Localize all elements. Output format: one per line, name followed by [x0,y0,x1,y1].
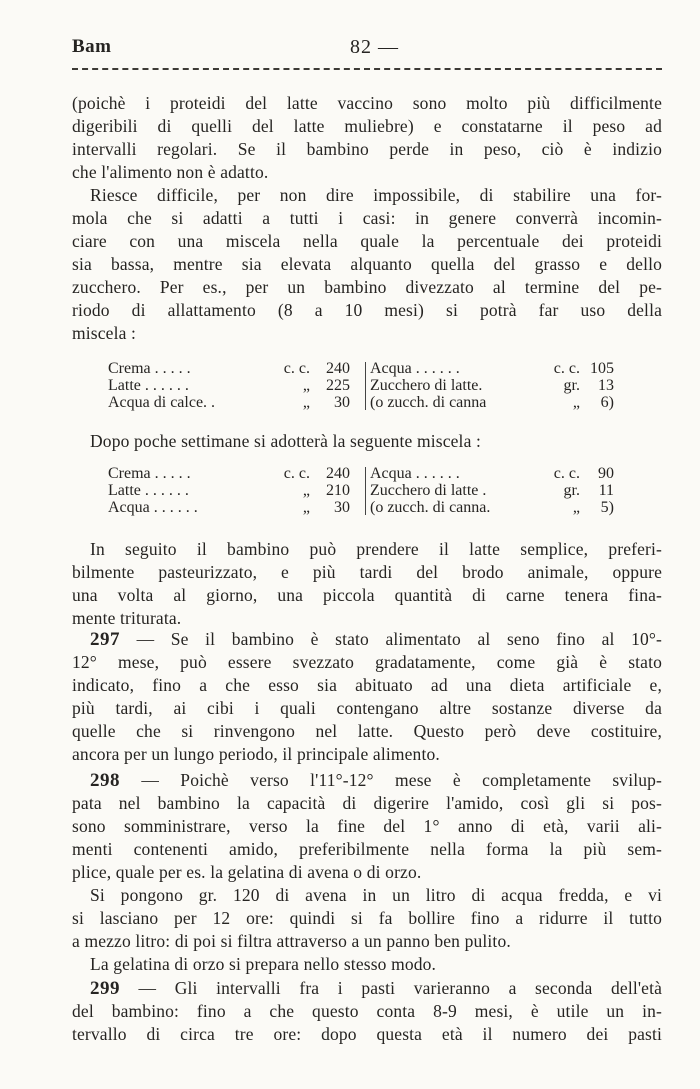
text-line: Riesce difficile, per non dire impossibile, di stabilire una for- [90,185,662,205]
ingredient-name: Zucchero di latte . [370,482,487,499]
paragraph-formula [72,184,662,345]
text-line: (poichè i proteidi del latte vaccino sono molto più difficilmente [72,93,662,113]
ingredient-name: Latte . . . . . . [108,482,189,499]
text-line: tervallo di circa tre ore: dopo questa età il numero dei pasti [72,1024,662,1044]
recipe-right-column [370,360,638,411]
ingredient-name: Latte . . . . . . [108,377,189,394]
ingredient-unit: c. c. [283,360,310,377]
ingredient-unit: gr. [563,377,580,394]
column-divider [365,467,366,515]
text-line: 298 — Poichè verso l'11°-12° mese è completamente svilup- [90,770,662,791]
ingredient-qty: 240 [326,360,350,377]
text-line: 297 — Se il bambino è stato alimentato al seno fino al 10°- [90,629,662,650]
ingredient-name: Crema . . . . . [108,465,191,482]
ingredient-unit: „ [302,377,310,394]
ingredient-qty: 5) [600,499,614,516]
ingredient-qty: 90 [598,465,614,482]
column-divider [365,362,366,410]
section-297 [72,628,662,766]
text-line: Si pongono gr. 120 di avena in un litro di acqua fredda, e vi [90,885,662,905]
recipe-row [108,482,362,499]
text-line: si lasciano per 12 ore: quindi si fa bollire fino a ridurre il tutto [72,908,662,928]
ingredient-name: Acqua . . . . . . [370,360,460,377]
ingredient-qty: 210 [326,482,350,499]
text-line: riodo di allattamento (8 a 10 mesi) si potrà far uso della [72,300,662,320]
ingredient-qty: 105 [590,360,614,377]
text-line: bilmente pasteurizzato, e più tardi del brodo animale, oppure [72,562,662,582]
text-line: pata nel bambino la capacità di digerire l'amido, così gli si pos- [72,793,662,813]
recipe-row [370,394,638,411]
recipe-row [370,499,638,516]
recipe-left-column [108,360,362,411]
text-line: La gelatina di orzo si prepara nello stesso modo. [90,954,437,974]
recipe-row [108,465,362,482]
text-line: menti contenenti amido, preferibilmente nella forma la più sem- [72,839,662,859]
ingredient-unit: „ [302,394,310,411]
header-rule [72,68,662,70]
text-line: sono somministrare, verso la fine del 1° anno di età, varii ali- [72,816,662,836]
recipe-right-column [370,465,638,516]
text-line: ciare con una miscela nella quale la percentuale dei proteidi [72,231,662,251]
text-line: ancora per un lungo periodo, il principale alimento. [72,744,440,764]
text-line: miscela : [72,323,137,343]
recipe-row [108,360,362,377]
section-number: 298 [90,770,120,791]
text-line: intervalli regolari. Se il bambino perde in peso, ciò è indizio [72,139,662,159]
text-line: 299 — Gli intervalli fra i pasti varieranno a seconda dell'età [90,978,662,999]
ingredient-name: Zucchero di latte. [370,377,483,394]
recipe-row [108,394,362,411]
text-line: a mezzo litro: di poi si filtra attraverso a un panno ben pulito. [72,931,511,951]
paragraph-after-weeks [72,430,662,453]
ingredient-qty: 240 [326,465,350,482]
recipe-row [370,465,638,482]
ingredient-name: (o zucch. di canna. [370,499,491,516]
ingredient-qty: 11 [598,482,614,499]
text-line: mente triturata. [72,608,182,628]
running-title: Bam [72,36,112,57]
paragraph-plain-milk [72,538,662,630]
text-line: mola che si adatti a tutti i casi: in genere converrà incomin- [72,208,662,228]
text-line: indicato, fino a che esso sia abituato ad una dieta artificiale e, [72,675,662,695]
text-line: plice, quale per es. la gelatina di avena o di orzo. [72,862,422,882]
text-line: più tardi, ai cibi i quali contengano altre sostanze diverse da [72,698,662,718]
text-line: quelle che si rinvengono nel latte. Questo però deve costituire, [72,721,662,741]
page-number: 82 — [350,36,399,58]
section-298 [72,769,662,884]
ingredient-qty: 6) [600,394,614,411]
ingredient-unit: „ [572,499,580,516]
text-line: zucchero. Per es., per un bambino divezzato al termine del pe- [72,277,662,297]
recipe-row [370,482,638,499]
text-line: digeribili di quelli del latte muliebre) e constatarne il peso ad [72,116,662,136]
recipe-row [108,377,362,394]
text-line: In seguito il bambino può prendere il latte semplice, preferi- [90,539,662,559]
ingredient-name: Acqua di calce. . [108,394,216,411]
ingredient-name: (o zucch. di canna [370,394,487,411]
ingredient-unit: c. c. [553,465,580,482]
running-head [72,36,662,62]
text-line: 12° mese, può essere svezzato gradatamente, come già è stato [72,652,662,672]
ingredient-unit: c. c. [553,360,580,377]
section-number: 297 [90,629,120,650]
text-line: Dopo poche settimane si adotterà la seguente miscela : [90,431,482,451]
ingredient-unit: c. c. [283,465,310,482]
ingredient-unit: gr. [563,482,580,499]
ingredient-qty: 30 [334,499,350,516]
ingredient-unit: „ [572,394,580,411]
ingredient-unit: „ [302,482,310,499]
paragraph-oat-gelatin [72,884,662,953]
paragraph-continuation [72,92,662,184]
ingredient-qty: 30 [334,394,350,411]
section-number: 299 [90,978,120,999]
paragraph-barley-gelatin [72,953,662,976]
ingredient-name: Crema . . . . . [108,360,191,377]
ingredient-name: Acqua . . . . . . [370,465,460,482]
text-line: una volta al giorno, una piccola quantità di carne tenera fina- [72,585,662,605]
ingredient-qty: 225 [326,377,350,394]
recipe-row [370,360,638,377]
text-line: sia bassa, mentre sia elevata alquanto quella del grasso e dello [72,254,662,274]
recipe-row [108,499,362,516]
text-line: del bambino: fino a che questo conta 8-9 mesi, è utile un in- [72,1001,662,1021]
ingredient-unit: „ [302,499,310,516]
section-299 [72,977,662,1046]
ingredient-name: Acqua . . . . . . [108,499,198,516]
recipe-left-column [108,465,362,516]
recipe-row [370,377,638,394]
text-line: che l'alimento non è adatto. [72,162,269,182]
ingredient-qty: 13 [598,377,614,394]
